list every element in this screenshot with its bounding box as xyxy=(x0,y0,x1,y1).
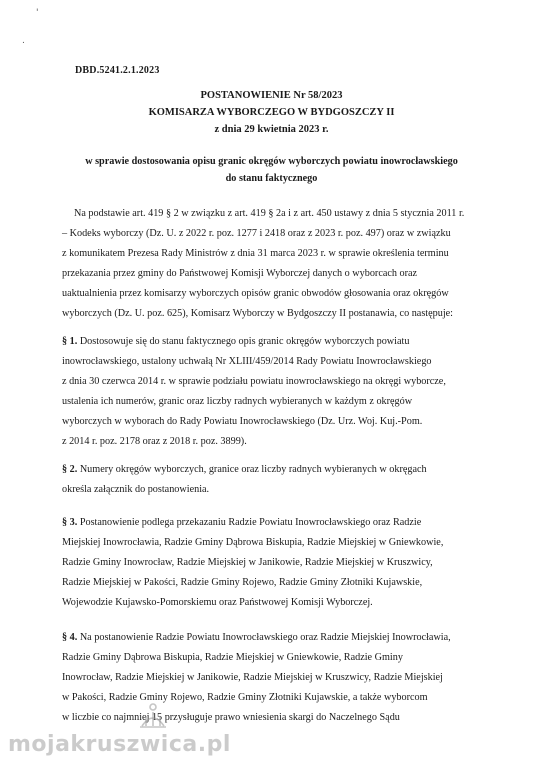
section-text: Miejskiej Inowrocławia, Radzie Gminy Dąbrowa Biskupia, Radzie Miejskiej w Gniewkowie, xyxy=(62,537,444,548)
section-text: z dnia 30 czerwca 2014 r. w sprawie podziału powiatu inowrocławskiego na okręgi wyborcze, xyxy=(62,376,446,387)
section-text: z 2014 r. poz. 2178 oraz z 2018 r. poz. 3899). xyxy=(62,436,247,447)
margin-mark: . xyxy=(22,36,25,46)
section-text: ustalenia ich numerów, granic oraz liczby radnych wybieranych w każdym z okręgów xyxy=(62,396,413,407)
title-line-2: KOMISARZA WYBORCZEGO W BYDGOSZCZY II xyxy=(148,107,395,118)
title-line-3: z dnia 29 kwietnia 2023 r. xyxy=(214,124,329,135)
section-1 xyxy=(62,332,492,452)
subject-line-1: w sprawie dostosowania opisu granic okręgów wyborczych powiatu inowrocławskiego xyxy=(85,156,458,167)
title-line-1: POSTANOWIENIE Nr 58/2023 xyxy=(200,90,343,101)
preamble-line: wyborczych (Dz. U. poz. 625), Komisarz Wyborczy w Bydgoszczy II postanawia, co następuje: xyxy=(62,308,454,319)
section-text: Radzie Miejskiej w Pakości, Radzie Gminy Rojewo, Radzie Gminy Złotniki Kujawskie, xyxy=(62,577,423,588)
section-number: § 1. xyxy=(62,336,78,347)
preamble-line: Na podstawie art. 419 § 2 w związku z art. 419 § 2a i z art. 450 ustawy z dnia 5 stycznia 2011 r. xyxy=(74,208,465,219)
subject-line-2: do stanu faktycznego xyxy=(225,173,318,184)
preamble-line: przekazania przez gminy do Państwowej Komisji Wyborczej danych o wyborcach oraz xyxy=(62,268,418,279)
section-text: w Pakości, Radzie Gminy Rojewo, Radzie Gminy Złotniki Kujawskie, a także wyborcom xyxy=(62,692,428,703)
section-text: określa załącznik do postanowienia. xyxy=(62,484,210,495)
section-text: Na postanowienie Radzie Powiatu Inowrocławskiego oraz Radzie Miejskiej Inowrocławia, xyxy=(77,632,451,643)
section-text: Radzie Gminy Dąbrowa Biskupia, Radzie Miejskiej w Gniewkowie, Radzie Gminy xyxy=(62,652,403,663)
section-number: § 4. xyxy=(62,632,78,643)
preamble xyxy=(62,204,492,324)
section-text: Radzie Gminy Inowrocław, Radzie Miejskiej w Janikowie, Radzie Miejskiej w Kruszwicy, xyxy=(62,557,433,568)
section-text: Postanowienie podlega przekazaniu Radzie Powiatu Inowrocławskiego oraz Radzie xyxy=(77,517,422,528)
section-text: w liczbie co najmniej 15 przysługuje prawo wniesienia skargi do Naczelnego Sądu xyxy=(62,712,400,723)
section-4 xyxy=(62,628,492,728)
section-text: Inowrocław, Radzie Miejskiej w Janikowie, Radzie Miejskiej w Kruszwicy, Radzie Miejskiej xyxy=(62,672,443,683)
section-2 xyxy=(62,460,492,500)
preamble-line: – Kodeks wyborczy (Dz. U. z 2022 r. poz. 1277 i 2418 oraz z 2023 r. poz. 497) oraz w związku xyxy=(62,228,451,239)
section-number: § 2. xyxy=(62,464,78,475)
preamble-line: z komunikatem Prezesa Rady Ministrów z dnia 31 marca 2023 r. w sprawie określenia terminu xyxy=(62,248,449,259)
section-text: wyborczych w wyborach do Rady Powiatu Inowrocławskiego (Dz. Urz. Woj. Kuj.-Pom. xyxy=(62,416,423,427)
section-number: § 3. xyxy=(62,517,78,528)
preamble-line: uaktualnienia przez komisarzy wyborczych opisów granic obwodów głosowania oraz okręgów xyxy=(62,288,449,299)
margin-mark: ' xyxy=(36,8,39,18)
section-text: inowrocławskiego, ustalony uchwałą Nr XLIII/459/2014 Rady Powiatu Inowrocławskiego xyxy=(62,356,432,367)
section-3 xyxy=(62,513,492,613)
section-text: Dostosowuje się do stanu faktycznego opis granic okręgów wyborczych powiatu xyxy=(77,336,410,347)
section-text: Wojewodzie Kujawsko-Pomorskiemu oraz Państwowej Komisji Wyborczej. xyxy=(62,597,373,608)
watermark-logo-icon xyxy=(136,700,170,730)
section-text: Numery okręgów wyborczych, granice oraz liczby radnych wybieranych w okręgach xyxy=(77,464,427,475)
document-reference: DBD.5241.2.1.2023 xyxy=(75,65,160,76)
watermark-text: mojakruszwica.pl xyxy=(8,732,231,757)
